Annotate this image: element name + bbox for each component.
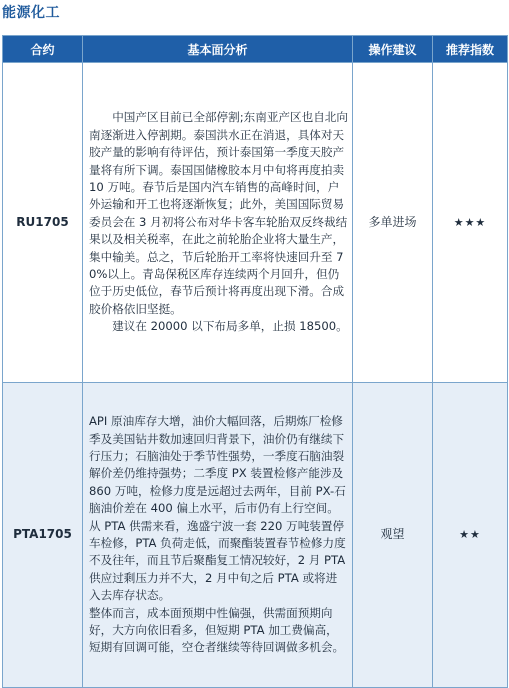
header-analysis: 基本面分析 [83, 36, 353, 63]
strategy-table [2, 35, 508, 688]
analysis-paragraph: API 原油库存大增，油价大幅回落，后期炼厂检修季及美国钻井数加速回归背景下，油价仍有继续下行压力；石脑油处于季节性强势，一季度石脑油裂解价差仍维持强势；二季度 PX 装置检修产能涉及 860 万吨，检修力度是远超过去两年，目前 PX-石脑油价差在 400 偏上水平，后市仍有上行空间。从 PTA 供需来看，逸盛宁波一套 220 万吨装置停车检修，PTA 负荷走低，而聚酯装置春节检修力度不及往年，而且节后聚酯复工情况较好，2 月 PTA 供应过剩压力并不大，2 月中旬之后 PTA 或将进入去库存状态。 [89, 414, 346, 603]
contract-code: PTA1705 [3, 383, 83, 688]
analysis-cell [83, 383, 353, 688]
analysis-paragraph: 建议在 20000 以下布局多单，止损 18500。 [112, 319, 348, 334]
analysis-paragraph: 整体而言，成本面预期中性偏强，供需面预期向好，大方向依旧看多，但短期 PTA 加工费偏高，短期有回调可能，空仓者继续等待回调做多机会。 [89, 605, 345, 655]
table-row [3, 63, 508, 383]
header-contract: 合约 [3, 36, 83, 63]
analysis-paragraph: 中国产区目前已全部停割;东南亚产区也自北向南逐渐进入停割期。泰国洪水正在消退，具体对天胶产量的影响有待评估，预计泰国第一季度天胶产量将有所下调。泰国国储橡胶本月中旬将再度拍卖 10 万吨。春节后是国内汽车销售的高峰时间，户外运输和开工也将逐渐恢复；此外，美国国际贸易委员会在 3 月初将公布对华卡客车轮胎双反终裁结果以及相关税率，在此之前轮胎企业将大量生产，集中输美。总之，节后轮胎开工率将快速回升至 70%以上。青岛保税区库存连续两个月回升，但仍位于历史低位，春节后预计将再度出现下滑。合成胶价格依旧坚挺。 [89, 110, 348, 316]
analysis-cell [83, 63, 353, 383]
section-title: 能源化工 [2, 5, 60, 21]
table-row [3, 383, 508, 688]
contract-code: RU1705 [3, 63, 83, 383]
rating-stars: ★★ [433, 383, 508, 688]
header-rating: 推荐指数 [433, 36, 508, 63]
table-header-row [3, 36, 508, 63]
header-advice: 操作建议 [353, 36, 433, 63]
rating-stars: ★★★ [433, 63, 508, 383]
advice-cell: 多单进场 [353, 63, 433, 383]
advice-cell: 观望 [353, 383, 433, 688]
